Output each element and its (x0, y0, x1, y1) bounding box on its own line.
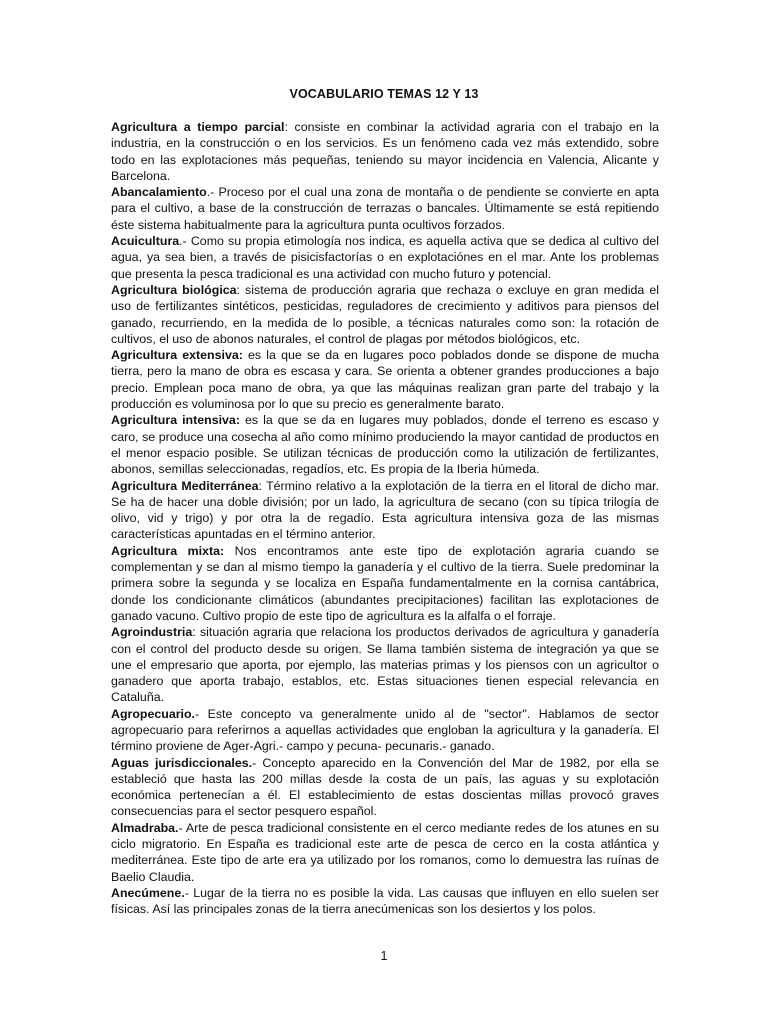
entry-term: Agricultura extensiva: (111, 348, 243, 363)
entry-term: Agricultura Mediterránea (111, 478, 259, 493)
vocabulary-entry (111, 282, 659, 347)
vocabulary-entry (111, 755, 659, 820)
entry-definition: - Arte de pesca tradicional consistente en el cerco mediante redes de los atunes en su ciclo migratorio. En España es tradicional este arte de pesca de cerco en la costa atlántica y mediterránea. Este tipo de arte era ya utilizado por los romanos, como lo demuestra las ruínas de Baelio Claudia. (111, 820, 659, 884)
entry-definition: es la que se da en lugares poco poblados donde se dispone de mucha tierra, pero la mano de obra es escasa y cara. Se orienta a obtener grandes producciones a bajo precio. Emplean poca mano de obra, ya que las máquinas realizan gran parte del trabajo y la producción es voluminosa por lo que su precio es generalmente barato. (111, 348, 659, 412)
entry-term: Agricultura a tiempo parcial (111, 120, 285, 134)
vocabulary-entry (111, 706, 659, 755)
page-number: 1 (380, 949, 388, 963)
entry-term: Aguas jurisdiccionales. (111, 755, 253, 770)
vocabulary-entry (111, 119, 659, 184)
entry-definition: .- Proceso por el cual una zona de montaña o de pendiente se convierte en apta para el cultivo, a base de la construcción de terrazas o bancales. Últimamente se está repitiendo éste sistema habitualmente para la agricultura punta ocultivos forzados. (111, 185, 659, 232)
vocabulary-entry (111, 543, 659, 624)
entry-term: Agricultura mixta: (111, 543, 225, 558)
vocabulary-entry (111, 820, 659, 885)
vocabulary-entry (111, 624, 659, 705)
entry-definition: - Este concepto va generalmente unido al de "sector". Hablamos de sector agropecuario para referirnos a aquellas actividades que engloban la agricultura y la ganadería. El término proviene de Ager-Agri.- campo y pecuna- pecunaris.- ganado. (111, 706, 659, 754)
entry-definition: Nos encontramos ante este tipo de explotación agraria cuando se complementan y se dan al mismo tiempo la ganadería y el cultivo de la tierra. Suele predominar la primera sobre la segunda y se localiza en España fundamentalmente en la cornisa cantábrica, donde los condicionante climáticos (abundantes precipitaciones) facilitan las explotaciones de ganado vacuno. Cultivo propio de este tipo de agricultura es la alfalfa o el forraje. (111, 543, 660, 623)
entry-definition: : consiste en combinar la actividad agraria con el trabajo en la industria, en la construcción o en los servicios. Es un fenómeno cada vez más extendido, sobre todo en las explotaciones más pequeñas, teniendo su mayor incidencia en Valencia, Alicante y Barcelona. (111, 120, 660, 183)
vocabulary-entry (111, 184, 659, 233)
entry-term: Agropecuario. (111, 706, 195, 721)
page-title: VOCABULARIO TEMAS 12 Y 13 (289, 87, 479, 101)
entry-definition: : situación agraria que relaciona los productos derivados de agricultura y ganadería con el control del producto desde su origen. Se llama también sistema de integración ya que se une el empresario que aporta, por ejemplo, las materias primas y los piensos con un agricultor o ganadero que aporta trabajo, establos, etc. Estas situaciones tienen especial relevancia en Cataluña. (111, 625, 659, 705)
entry-definition: : sistema de producción agraria que rechaza o excluye en gran medida el uso de fertilizantes sintéticos, pesticidas, reguladores de crecimiento y aditivos para piensos del ganado, recurriendo, en la medida de lo posible, a técnicas naturales como son: la rotación de cultivos, el uso de abonos naturales, el control de plagas por métodos biológicos, etc. (111, 282, 659, 346)
entry-term: Agroindustria (111, 625, 193, 640)
entry-term: Abancalamiento (111, 185, 207, 200)
entry-definition: .- Como su propia etimología nos indica, es aquella activa que se dedica al cultivo del agua, ya sea bien, a través de pisicisfactorías o en explotaciónes en el mar. Ante los problemas que presenta la pesca tradicional es una actividad con mucho futuro y potencial. (111, 234, 659, 281)
vocabulary-list (111, 119, 659, 918)
entry-term: Agricultura intensiva: (111, 413, 240, 428)
vocabulary-entry (111, 478, 659, 543)
entry-definition: - Lugar de la tierra no es posible la vida. Las causas que influyen en ello suelen ser físicas. Así las principales zonas de la tierra anecúmenicas son los desiertos y los polos. (111, 885, 659, 917)
vocabulary-entry (111, 347, 659, 412)
entry-term: Almadraba. (111, 820, 179, 835)
vocabulary-entry (111, 885, 659, 918)
entry-definition: - Concepto aparecido en la Convención del Mar de 1982, por ella se estableció que hasta las 200 millas desde la costa de un país, las aguas y su explotación económica pertenecían a él. El establecimiento de estas doscientas millas provocó graves consecuencias para el sector pesquero español. (111, 755, 659, 819)
entry-term: Agricultura biológica (111, 282, 237, 297)
entry-definition: es la que se da en lugares muy poblados, donde el terreno es escaso y caro, se produce una cosecha al año como mínimo produciendo la mayor cantidad de productos en el menor espacio posible. Se utilizan técnicas de producción como la utilización de fertilizantes, abonos, semillas seleccionadas, regadíos, etc. Es propia de la Iberia húmeda. (111, 413, 659, 477)
vocabulary-entry (111, 233, 659, 282)
entry-term: Anecúmene. (111, 885, 185, 900)
entry-definition: : Término relativo a la explotación de la tierra en el litoral de dicho mar. Se ha de hacer una doble división; por un lado, la agricultura de secano (con su típica trilogía de olivo, vid y trigo) y por otra la de regadío. Esta agricultura intensiva goza de las mismas características apuntadas en el término anterior. (111, 478, 659, 542)
entry-term: Acuicultura (111, 234, 180, 249)
vocabulary-entry (111, 412, 659, 477)
